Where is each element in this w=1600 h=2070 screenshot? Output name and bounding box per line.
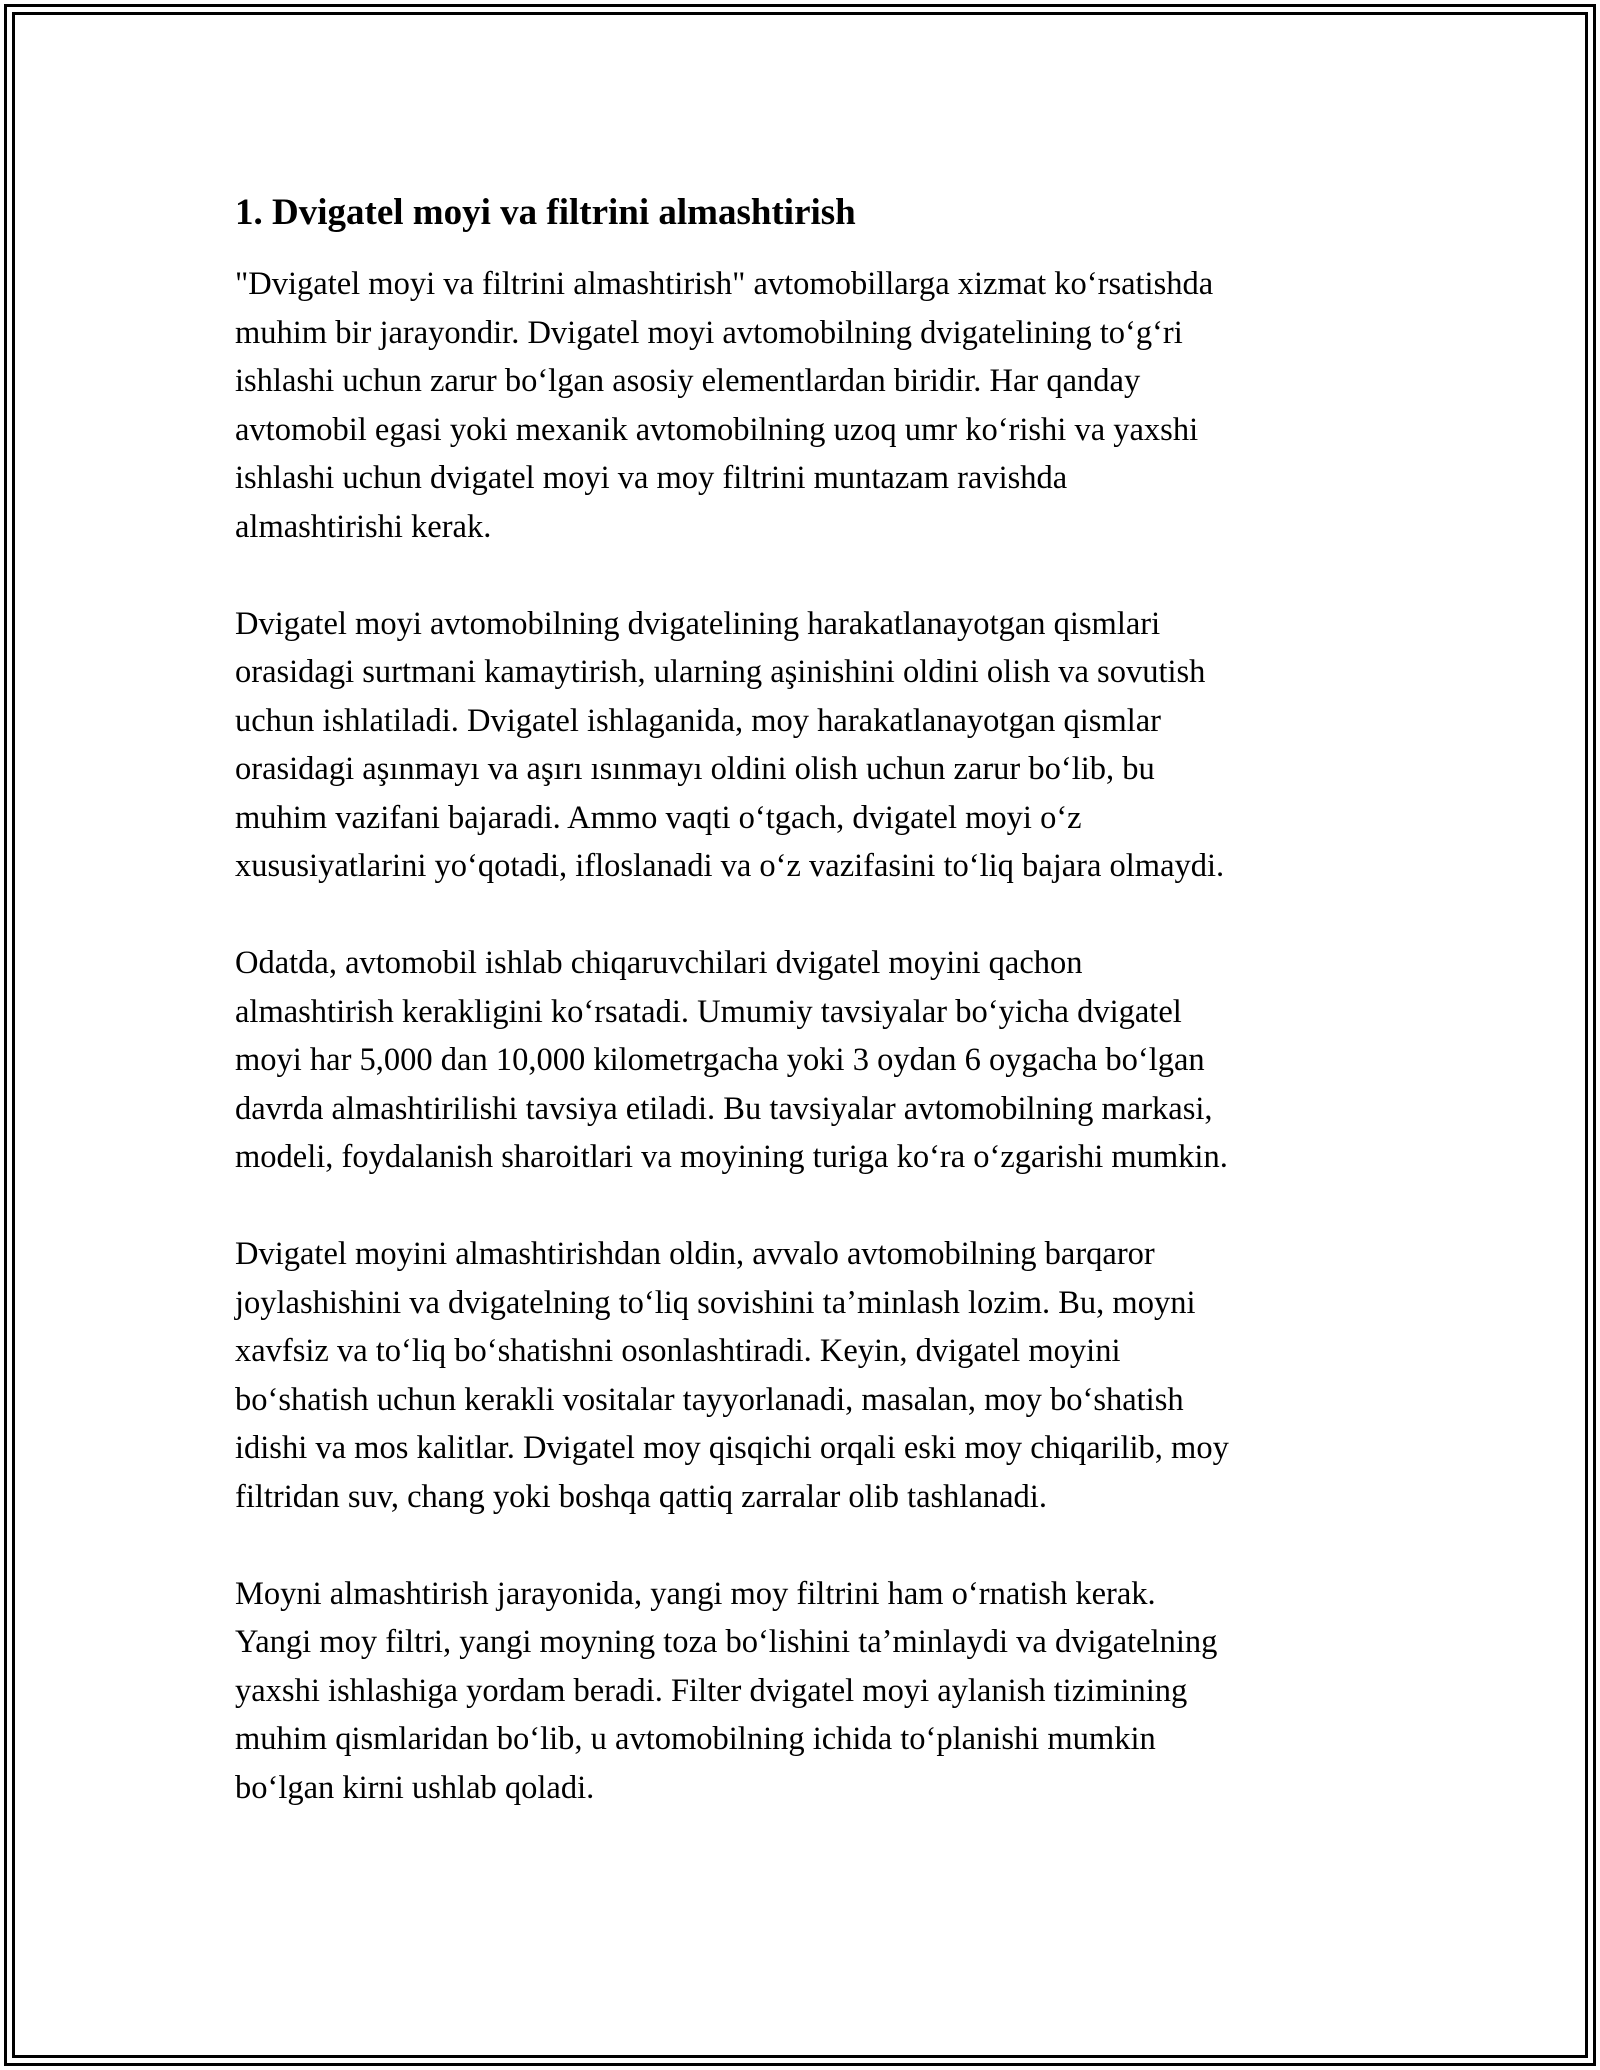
text-line: "Dvigatel moyi va filtrini almashtirish" avtomobillarga xizmat koʻrsatishda bbox=[235, 266, 1214, 302]
text-line: Dvigatel moyini almashtirishdan oldin, avvalo avtomobilning barqaror bbox=[235, 1236, 1155, 1272]
text-line: Dvigatel moyi avtomobilning dvigatelining harakatlanayotgan qismlari bbox=[235, 605, 1161, 642]
text-line: modeli, foydalanish sharoitlari va moyining turiga koʻra oʻzgarishi mumkin. bbox=[235, 1139, 1228, 1175]
text-line: orasidagi aşınmayı va aşırı ısınmayı oldini olish uchun zarur boʻlib, bu bbox=[235, 751, 1155, 787]
paragraph-3 bbox=[235, 939, 1365, 1182]
text-line: Yangi moy filtri, yangi moyning toza boʻlishini taʼminlaydi va dvigatelning bbox=[235, 1624, 1218, 1660]
text-line: xavfsiz va toʻliq boʻshatishni osonlashtiradi. Keyin, dvigatel moyini bbox=[235, 1333, 1121, 1369]
text-line: muhim vazifani bajaradi. Ammo vaqti oʻtgach, dvigatel moyi oʻz bbox=[235, 799, 1082, 836]
text-line: almashtirish kerakligini koʻrsatadi. Umumiy tavsiyalar boʻyicha dvigatel bbox=[235, 993, 1182, 1030]
text-line: uchun ishlatiladi. Dvigatel ishlaganida, moy harakatlanayotgan qismlar bbox=[235, 702, 1161, 739]
text-line: almashtirishi kerak. bbox=[235, 508, 492, 545]
paragraph-2 bbox=[235, 600, 1365, 891]
paragraph-1 bbox=[235, 260, 1365, 551]
document-page bbox=[235, 186, 1365, 1861]
text-line: boʻshatish uchun kerakli vositalar tayyorlanadi, masalan, moy boʻshatish bbox=[235, 1381, 1184, 1418]
text-line: orasidagi surtmani kamaytirish, ularning aşinishini oldini olish va sovutish bbox=[235, 654, 1206, 690]
text-line: filtridan suv, chang yoki boshqa qattiq zarralar olib tashlanadi. bbox=[235, 1478, 1047, 1515]
paragraph-5 bbox=[235, 1570, 1365, 1813]
text-line: moyi har 5,000 dan 10,000 kilometrgacha yoki 3 oydan 6 oygacha boʻlgan bbox=[235, 1042, 1205, 1078]
text-line: davrda almashtirilishi tavsiya etiladi. Bu tavsiyalar avtomobilning markasi, bbox=[235, 1090, 1213, 1127]
text-line: ishlashi uchun zarur boʻlgan asosiy elementlardan biridir. Har qanday bbox=[235, 363, 1141, 399]
text-line: muhim qismlaridan boʻlib, u avtomobilning ichida toʻplanishi mumkin bbox=[235, 1721, 1156, 1757]
text-line: xususiyatlarini yoʻqotadi, ifloslanadi va oʻz vazifasini toʻliq bajara olmaydi. bbox=[235, 848, 1225, 884]
text-line: yaxshi ishlashiga yordam beradi. Filter dvigatel moyi aylanish tizimining bbox=[235, 1672, 1188, 1709]
text-line: idishi va mos kalitlar. Dvigatel moy qisqichi orqali eski moy chiqarilib, moy bbox=[235, 1430, 1229, 1466]
text-line: boʻlgan kirni ushlab qoladi. bbox=[235, 1769, 595, 1806]
text-line: ishlashi uchun dvigatel moyi va moy filtrini muntazam ravishda bbox=[235, 460, 1068, 496]
text-line: avtomobil egasi yoki mexanik avtomobilning uzoq umr koʻrishi va yaxshi bbox=[235, 411, 1199, 448]
text-line: muhim bir jarayondir. Dvigatel moyi avtomobilning dvigatelining toʻgʻri bbox=[235, 314, 1183, 351]
paragraph-4 bbox=[235, 1230, 1365, 1521]
section-heading: 1. Dvigatel moyi va filtrini almashtirish bbox=[235, 192, 856, 233]
text-line: joylashishini va dvigatelning toʻliq sovishini taʼminlash lozim. Bu, moyni bbox=[235, 1284, 1196, 1321]
text-line: Moyni almashtirish jarayonida, yangi moy filtrini ham oʻrnatish kerak. bbox=[235, 1575, 1156, 1612]
text-line: Odatda, avtomobil ishlab chiqaruvchilari dvigatel moyini qachon bbox=[235, 945, 1083, 981]
